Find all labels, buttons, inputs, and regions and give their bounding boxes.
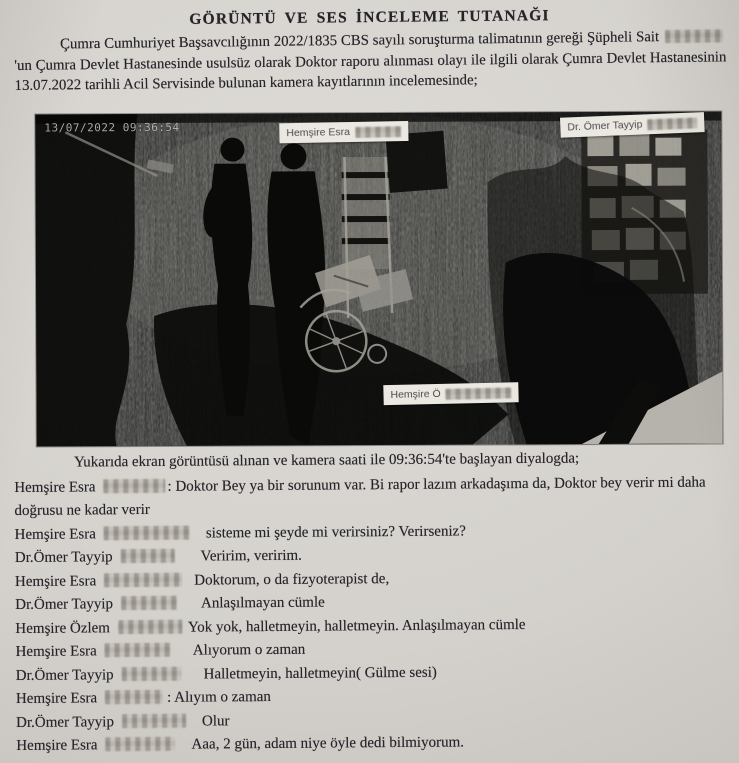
intro-text-after: 'un Çumra Devlet Hastanesinde usulsüz olarak Doktor raporu alınması olayı ile ilgili olarak Çumra Devlet Hastanesinin 13.07.2022 tarihli Acil Servisinde bulunan kamera kayıtlarının incelemesinde;: [14, 48, 727, 95]
dialogue-speaker: Hemşire Özlem: [15, 619, 111, 637]
redacted-surname: [105, 643, 171, 658]
dialogue-speaker: Hemşire Esra: [14, 478, 96, 496]
dialogue-section: [14, 446, 732, 758]
redacted-surname: [122, 713, 186, 728]
intro-text-before: Çumra Cumhuriyet Başsavcılığının 2022/1835 CBS sayılı soruşturma talimatının gereği Şüpheli Sait: [60, 29, 660, 53]
dialogue-speaker: Dr.Ömer Tayyip: [15, 666, 114, 684]
cctv-label-text: Dr. Ömer Tayyip: [567, 118, 643, 134]
dialogue-speaker: Hemşire Esra: [14, 525, 96, 543]
paragraph-indent: [14, 48, 60, 49]
redacted-surname: [103, 478, 165, 492]
redacted-surname: [647, 117, 697, 130]
dialogue-text: Halletmeyin, halletmeyin( Gülme sesi): [203, 664, 437, 683]
redacted-surname: [122, 666, 182, 680]
dialogue-text: : Alıyım o zaman: [167, 688, 271, 706]
redacted-surname: [121, 549, 175, 563]
dialogue-text: : Doktor Bey ya bir sorunum var. Bi rapor lazım arkadaşıma da, Doktor bey verir mi daha doğrusu ne kadar verir: [14, 474, 706, 519]
redacted-surname: [355, 126, 401, 138]
redacted-surname: [104, 525, 190, 540]
cctv-label-text: Hemşire Esra: [286, 126, 351, 140]
intro-paragraph: [14, 26, 727, 96]
redacted-surname: [118, 619, 182, 634]
dialogue-speaker: Hemşire Esra: [15, 643, 97, 660]
dialogue-text: Anlaşılmayan cümle: [200, 594, 325, 612]
dialogue-speaker: Dr.Ömer Tayyip: [16, 713, 115, 731]
redacted-surname: [105, 737, 175, 752]
cctv-scene-graphic: [35, 112, 722, 447]
dialogue-list: [14, 471, 732, 759]
redacted-surname: [446, 387, 512, 399]
cctv-label-nurse-ozlem: [383, 382, 519, 405]
cctv-label-text: Hemşire Ö: [390, 387, 441, 402]
redacted-surname: [121, 596, 177, 610]
dialogue-row: [16, 729, 732, 758]
dialogue-speaker: Hemşire Esra: [15, 690, 98, 707]
dialogue-text: Doktorum, o da fizyoterapist de,: [194, 570, 390, 589]
dialogue-text: Alıyorum o zaman: [192, 641, 306, 659]
cctv-label-nurse-esra: [279, 121, 408, 143]
dialogue-speaker: Hemşire Esra: [16, 737, 98, 754]
redacted-suspect-surname: [665, 29, 723, 43]
dialogue-text: sisteme mi şeyde mi verirsiniz? Verirseniz?: [205, 522, 466, 541]
dialogue-speaker: Dr.Ömer Tayyip: [15, 596, 114, 613]
document-title: GÖRÜNTÜ VE SES İNCELEME TUTANAĞI: [189, 7, 550, 28]
dialogue-speaker: Dr.Ömer Tayyip: [14, 549, 113, 566]
cctv-still-image: [35, 112, 722, 447]
dialogue-intro: Yukarıda ekran görüntüsü alınan ve kamera saati ile 09:36:54'te başlayan diyalogda;: [74, 450, 580, 471]
redacted-surname: [105, 690, 163, 704]
dialogue-text: Olur: [201, 712, 230, 730]
dialogue-row: [14, 471, 730, 524]
dialogue-text: Yok yok, halletmeyin, halletmeyin. Anlaşılmayan cümle: [187, 616, 526, 636]
cctv-timestamp: 13/07/2022 09:36:54: [44, 120, 180, 135]
dialogue-text: Aaa, 2 gün, adam niye öyle dedi bilmiyorum.: [191, 734, 465, 753]
dialogue-speaker: Hemşire Esra: [14, 572, 97, 590]
dialogue-text: Veririm, veririm.: [200, 547, 302, 565]
redacted-surname: [104, 572, 182, 587]
